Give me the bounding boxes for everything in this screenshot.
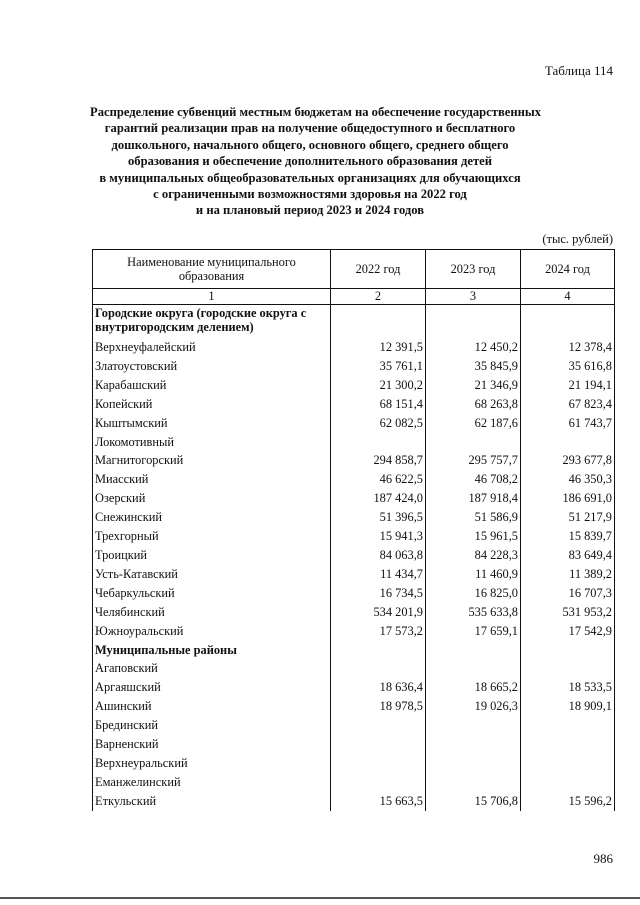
amount-cell [521,716,615,735]
amount-cell [331,735,426,754]
amount-cell: 18 665,2 [426,678,521,697]
table-label: Таблица 114 [544,63,613,78]
column-header-2023: 2023 год [426,250,521,289]
amount-cell: 84 228,3 [426,546,521,565]
amount-cell: 18 533,5 [521,678,615,697]
table-row [93,678,615,697]
amount-cell: 531 953,2 [521,603,615,622]
title-line: образования и обеспечение дополнительного образования детей [127,154,493,169]
table-row [93,603,615,622]
amount-cell: 46 350,3 [521,470,615,489]
amount-cell: 12 391,5 [331,338,426,357]
title-line: и на плановый период 2023 и 2024 годов [195,203,425,218]
column-number: 1 [93,289,331,305]
table-row [93,395,615,414]
amount-cell [426,433,521,452]
amount-cell [331,433,426,452]
page-number: 986 [593,851,613,866]
amount-cell: 35 845,9 [426,357,521,376]
amount-cell: 15 663,5 [331,792,426,811]
column-header-name: Наименование муниципального образования [93,250,331,289]
amount-cell: 15 706,8 [426,792,521,811]
title-line: с ограниченными возможностями здоровья на 2022 год [153,187,467,202]
amount-cell: 18 978,5 [331,697,426,716]
amount-cell: 12 450,2 [426,338,521,357]
table-row [93,489,615,508]
amount-cell: 68 263,8 [426,395,521,414]
empty-cell [426,305,521,339]
column-number-row [93,289,615,305]
amount-cell [521,659,615,678]
amount-cell: 21 300,2 [331,376,426,395]
amount-cell [331,773,426,792]
section-name: Муниципальные районы [93,641,331,660]
column-number: 3 [426,289,521,305]
amount-cell: 62 187,6 [426,414,521,433]
municipality-name: Снежинский [93,508,331,527]
table-row [93,622,615,641]
amount-cell: 295 757,7 [426,451,521,470]
amount-cell [426,735,521,754]
amount-cell: 16 707,3 [521,584,615,603]
amount-cell: 68 151,4 [331,395,426,414]
table-row [93,792,615,811]
amount-cell: 51 217,9 [521,508,615,527]
amount-cell [521,735,615,754]
amount-cell: 293 677,8 [521,451,615,470]
page-bottom-border [0,897,640,899]
amount-cell: 17 659,1 [426,622,521,641]
amount-cell: 15 839,7 [521,527,615,546]
municipality-name: Копейский [93,395,331,414]
title-line: Распределение субвенций местным бюджетам на обеспечение государственных [90,105,541,119]
amount-cell [521,754,615,773]
amount-cell: 51 396,5 [331,508,426,527]
table-row [93,735,615,754]
table-header-row [93,250,615,289]
amount-cell: 187 424,0 [331,489,426,508]
municipality-name: Локомотивный [93,433,331,452]
amount-cell [426,773,521,792]
amount-cell: 294 858,7 [331,451,426,470]
amount-cell: 17 542,9 [521,622,615,641]
municipality-name: Агаповский [93,659,331,678]
table-row [93,546,615,565]
table-row [93,773,615,792]
section-name: Городские округа (городские округа с внутригородским делением) [93,305,331,339]
municipality-name: Магнитогорский [93,451,331,470]
amount-cell: 18 909,1 [521,697,615,716]
table-row [93,697,615,716]
amount-cell: 84 063,8 [331,546,426,565]
amount-cell: 35 761,1 [331,357,426,376]
municipality-name: Чебаркульский [93,584,331,603]
column-number: 2 [331,289,426,305]
amount-cell: 11 389,2 [521,565,615,584]
amount-cell: 61 743,7 [521,414,615,433]
table-row [93,584,615,603]
column-header-2022: 2022 год [331,250,426,289]
amount-cell: 16 734,5 [331,584,426,603]
amount-cell: 83 649,4 [521,546,615,565]
column-number: 4 [521,289,615,305]
municipality-name: Еманжелинский [93,773,331,792]
municipality-name: Верхнеуральский [93,754,331,773]
municipality-name: Брединский [93,716,331,735]
amount-cell: 15 941,3 [331,527,426,546]
table-row [93,508,615,527]
amount-cell: 18 636,4 [331,678,426,697]
empty-cell [521,641,615,660]
amount-cell [426,754,521,773]
subvention-table [92,249,615,811]
title-line: гарантий реализации прав на получение общедоступного и бесплатного [104,121,516,136]
municipality-name: Варненский [93,735,331,754]
table-row [93,433,615,452]
amount-cell: 187 918,4 [426,489,521,508]
table-row [93,414,615,433]
municipality-name: Кыштымский [93,414,331,433]
document-title [90,104,541,219]
amount-cell: 535 633,8 [426,603,521,622]
amount-cell: 21 346,9 [426,376,521,395]
amount-cell: 62 082,5 [331,414,426,433]
title-line: в муниципальных общеобразовательных организациях для обучающихся [99,170,521,185]
municipality-name: Южноуральский [93,622,331,641]
title-line: дошкольного, начального общего, основного общего, среднего общего [111,137,509,152]
amount-cell [331,754,426,773]
municipality-name: Ашинский [93,697,331,716]
amount-cell: 11 460,9 [426,565,521,584]
amount-cell [331,716,426,735]
table-row [93,338,615,357]
amount-cell: 35 616,8 [521,357,615,376]
municipality-name: Троицкий [93,546,331,565]
amount-cell: 46 622,5 [331,470,426,489]
amount-cell: 67 823,4 [521,395,615,414]
amount-cell: 15 596,2 [521,792,615,811]
municipality-name: Еткульский [93,792,331,811]
amount-cell: 15 961,5 [426,527,521,546]
table-row [93,527,615,546]
amount-cell [426,716,521,735]
table-row [93,470,615,489]
amount-cell [521,773,615,792]
amount-cell: 46 708,2 [426,470,521,489]
table-row [93,659,615,678]
municipality-name: Миасский [93,470,331,489]
municipality-name: Верхнеуфалейский [93,338,331,357]
amount-cell: 17 573,2 [331,622,426,641]
amount-cell [426,659,521,678]
amount-cell [331,659,426,678]
table-row [93,716,615,735]
table-row [93,754,615,773]
amount-cell: 16 825,0 [426,584,521,603]
empty-cell [521,305,615,339]
amount-cell [521,433,615,452]
section-header-row [93,641,615,660]
table-row [93,357,615,376]
amount-cell: 12 378,4 [521,338,615,357]
municipality-name: Аргаяшский [93,678,331,697]
empty-cell [426,641,521,660]
amount-cell: 21 194,1 [521,376,615,395]
table-row [93,376,615,395]
table-row [93,451,615,470]
municipality-name: Карабашский [93,376,331,395]
table-row [93,565,615,584]
units-label: (тыс. рублей) [542,232,613,246]
amount-cell: 19 026,3 [426,697,521,716]
municipality-name: Усть-Катавский [93,565,331,584]
municipality-name: Челябинский [93,603,331,622]
amount-cell: 51 586,9 [426,508,521,527]
municipality-name: Златоустовский [93,357,331,376]
column-header-2024: 2024 год [521,250,615,289]
amount-cell: 11 434,7 [331,565,426,584]
empty-cell [331,305,426,339]
amount-cell: 186 691,0 [521,489,615,508]
municipality-name: Трехгорный [93,527,331,546]
municipality-name: Озерский [93,489,331,508]
amount-cell: 534 201,9 [331,603,426,622]
section-header-row [93,305,615,339]
empty-cell [331,641,426,660]
